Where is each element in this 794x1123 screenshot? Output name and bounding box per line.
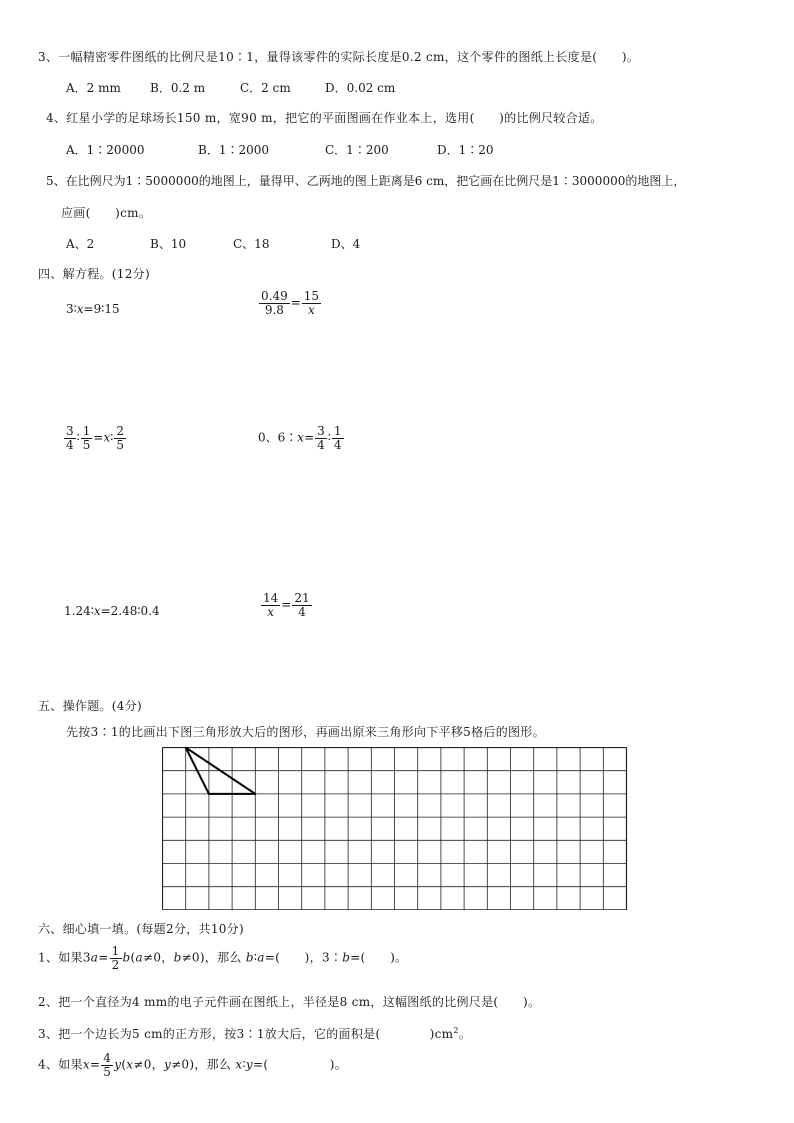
eq5-rhs: =2.48∶0.4 bbox=[100, 604, 160, 618]
q5-option-d: D、4 bbox=[331, 237, 361, 251]
eq2-num2: 15 bbox=[303, 289, 320, 303]
eq4-den2: 4 bbox=[333, 437, 342, 452]
q4-option-b: B．1∶2000 bbox=[198, 143, 269, 157]
s6q3-text: 3、把一个边长为5 cm的正方形，按3∶1放大后，它的面积是( )cm bbox=[38, 1027, 454, 1041]
q3-option-c: C．2 cm bbox=[240, 81, 291, 95]
s6q4-fraction bbox=[101, 1052, 113, 1078]
s6-question-3 bbox=[38, 1025, 471, 1042]
q3-stem: 3、一幅精密零件图纸的比例尺是10∶1，量得该零件的实际长度是0.2 cm，这个零件的图纸上长度是( )。 bbox=[38, 50, 640, 64]
eq3-fraction-1 bbox=[64, 425, 76, 451]
eq3-fraction-2 bbox=[81, 425, 93, 451]
eq6-num1: 14 bbox=[263, 591, 279, 605]
s6-question-2: 2、把一个直径为4 mm的电子元件画在图纸上，半径是8 cm，这幅图纸的比例尺是( )。 bbox=[38, 995, 541, 1009]
q3-option-d: D．0.02 cm bbox=[325, 81, 396, 95]
s6q4-x: x bbox=[82, 1057, 90, 1072]
eq6-num2: 21 bbox=[294, 591, 310, 605]
s6q1-t5: =( )，3∶ bbox=[264, 950, 343, 965]
eq3-num1: 3 bbox=[66, 424, 74, 438]
eq4-num1: 3 bbox=[317, 424, 325, 438]
s6q4-den: 5 bbox=[103, 1064, 112, 1079]
eq1-var: x bbox=[76, 302, 84, 316]
eq2-den1: 9.8 bbox=[264, 302, 284, 317]
s6q4-y3: y bbox=[245, 1057, 253, 1072]
s6q1-eq: = bbox=[98, 950, 109, 965]
s6-question-4 bbox=[38, 1052, 347, 1078]
q5-option-a: A、2 bbox=[66, 237, 95, 251]
equation-5 bbox=[64, 604, 160, 618]
eq3-den3: 5 bbox=[116, 437, 125, 452]
s6q4-t2: ( bbox=[121, 1057, 127, 1072]
eq4-equals: = bbox=[304, 430, 315, 445]
equation-3 bbox=[63, 425, 127, 451]
eq3-num3: 2 bbox=[116, 424, 125, 438]
eq6-den2: 4 bbox=[298, 604, 306, 619]
s6q4-y: y bbox=[114, 1057, 122, 1072]
s6q1-a3: a bbox=[257, 950, 265, 965]
s6q1-t4: ≠0)，那么 bbox=[181, 950, 242, 965]
eq4-lhs: 0、6∶ bbox=[258, 430, 298, 445]
eq5-var: x bbox=[93, 604, 101, 618]
s6q4-y2: y bbox=[163, 1057, 172, 1072]
s6q1-a: a bbox=[90, 950, 99, 965]
s6q1-b3: b bbox=[245, 950, 254, 965]
eq4-fraction-2 bbox=[332, 425, 344, 451]
equation-6 bbox=[260, 592, 313, 618]
q5-stem-continued: 应画( )cm。 bbox=[61, 206, 152, 220]
eq4-num2: 1 bbox=[333, 424, 342, 438]
s6q3-sup: 2 bbox=[453, 1026, 459, 1035]
s6q4-t1: 4、如果 bbox=[38, 1057, 83, 1072]
eq2-den2: x bbox=[308, 302, 315, 317]
eq1-lhs: 3∶ bbox=[66, 302, 77, 316]
s6q4-x2: x bbox=[126, 1057, 134, 1072]
equation-2 bbox=[258, 290, 322, 316]
eq6-equals: = bbox=[281, 597, 292, 612]
s6q1-b2: b bbox=[173, 950, 182, 965]
section6-title: 六、细心填一填。(每题2分，共10分) bbox=[38, 922, 244, 936]
s6-question-1 bbox=[38, 945, 407, 971]
s6q4-colon: ∶ bbox=[242, 1057, 246, 1072]
eq3-den2: 5 bbox=[82, 437, 91, 452]
s6q1-t6: =( )。 bbox=[350, 950, 408, 965]
s6q4-num: 4 bbox=[103, 1051, 112, 1065]
s6q1-t1: 1、如果3 bbox=[38, 950, 91, 965]
eq3-colon1: ∶ bbox=[76, 430, 80, 445]
eq4-den1: 4 bbox=[317, 437, 325, 452]
s6q1-b: b bbox=[122, 950, 131, 965]
q3-option-b: B．0.2 m bbox=[150, 81, 206, 95]
eq3-den1: 4 bbox=[66, 437, 74, 452]
q5-option-c: C、18 bbox=[233, 237, 270, 251]
s6q4-t3: ≠0， bbox=[133, 1057, 164, 1072]
section5-instruction: 先按3∶1的比画出下图三角形放大后的图形，再画出原来三角形向下平移5格后的图形。 bbox=[66, 725, 545, 739]
q5-stem: 5、在比例尺为1∶5000000的地图上，量得甲、乙两地的图上距离是6 cm，把它画在比例尺是1∶3000000的地图上， bbox=[46, 174, 686, 188]
equation-4 bbox=[258, 425, 345, 451]
s6q1-den: 2 bbox=[111, 957, 120, 972]
s6q1-num: 1 bbox=[111, 944, 120, 958]
q5-option-b: B、10 bbox=[150, 237, 187, 251]
s6q1-fraction bbox=[110, 945, 122, 971]
eq2-equals: = bbox=[290, 295, 301, 310]
section5-title: 五、操作题。(4分) bbox=[38, 699, 142, 713]
eq6-den1: x bbox=[267, 604, 275, 619]
eq2-fraction-1 bbox=[259, 290, 290, 316]
q4-option-c: C．1∶200 bbox=[325, 143, 389, 157]
q3-option-a: A．2 mm bbox=[66, 81, 121, 95]
s6q1-t3: ≠0， bbox=[142, 950, 174, 965]
s6q4-eq: = bbox=[89, 1057, 101, 1072]
q4-stem: 4、红星小学的足球场长150 m，宽90 m，把它的平面图画在作业本上，选用( )的比例尺较合适。 bbox=[46, 111, 603, 125]
eq3-num2: 1 bbox=[82, 424, 91, 438]
eq1-rhs: =9∶15 bbox=[83, 302, 120, 316]
eq3-fraction-3 bbox=[114, 425, 126, 451]
eq6-fraction-2 bbox=[292, 592, 311, 618]
s6q4-t5: =( )。 bbox=[252, 1057, 348, 1072]
s6q1-t2: ( bbox=[130, 950, 136, 965]
eq3-var: x bbox=[103, 430, 111, 445]
section4-title: 四、解方程。(12分) bbox=[38, 267, 150, 281]
drawing-grid bbox=[162, 747, 628, 910]
eq4-colon: ∶ bbox=[327, 430, 331, 445]
q4-option-d: D．1∶20 bbox=[437, 143, 494, 157]
eq2-fraction-2 bbox=[302, 290, 321, 316]
s6q1-b4: b bbox=[342, 950, 351, 965]
eq3-colon2: ∶ bbox=[110, 430, 114, 445]
eq5-lhs: 1.24∶ bbox=[64, 604, 94, 618]
eq6-fraction-1 bbox=[261, 592, 280, 618]
s6q4-t4: ≠0)，那么 bbox=[171, 1057, 232, 1072]
q4-option-a: A．1∶20000 bbox=[66, 143, 145, 157]
eq2-num1: 0.49 bbox=[261, 289, 288, 303]
s6q1-colon: ∶ bbox=[253, 950, 258, 965]
s6q1-a2: a bbox=[135, 950, 143, 965]
s6q4-x3: x bbox=[235, 1057, 243, 1072]
eq4-var: x bbox=[297, 430, 305, 445]
equation-1 bbox=[66, 302, 120, 316]
eq4-fraction-1 bbox=[315, 425, 327, 451]
s6q3-end: 。 bbox=[458, 1027, 472, 1041]
eq3-equals: = bbox=[93, 430, 104, 445]
